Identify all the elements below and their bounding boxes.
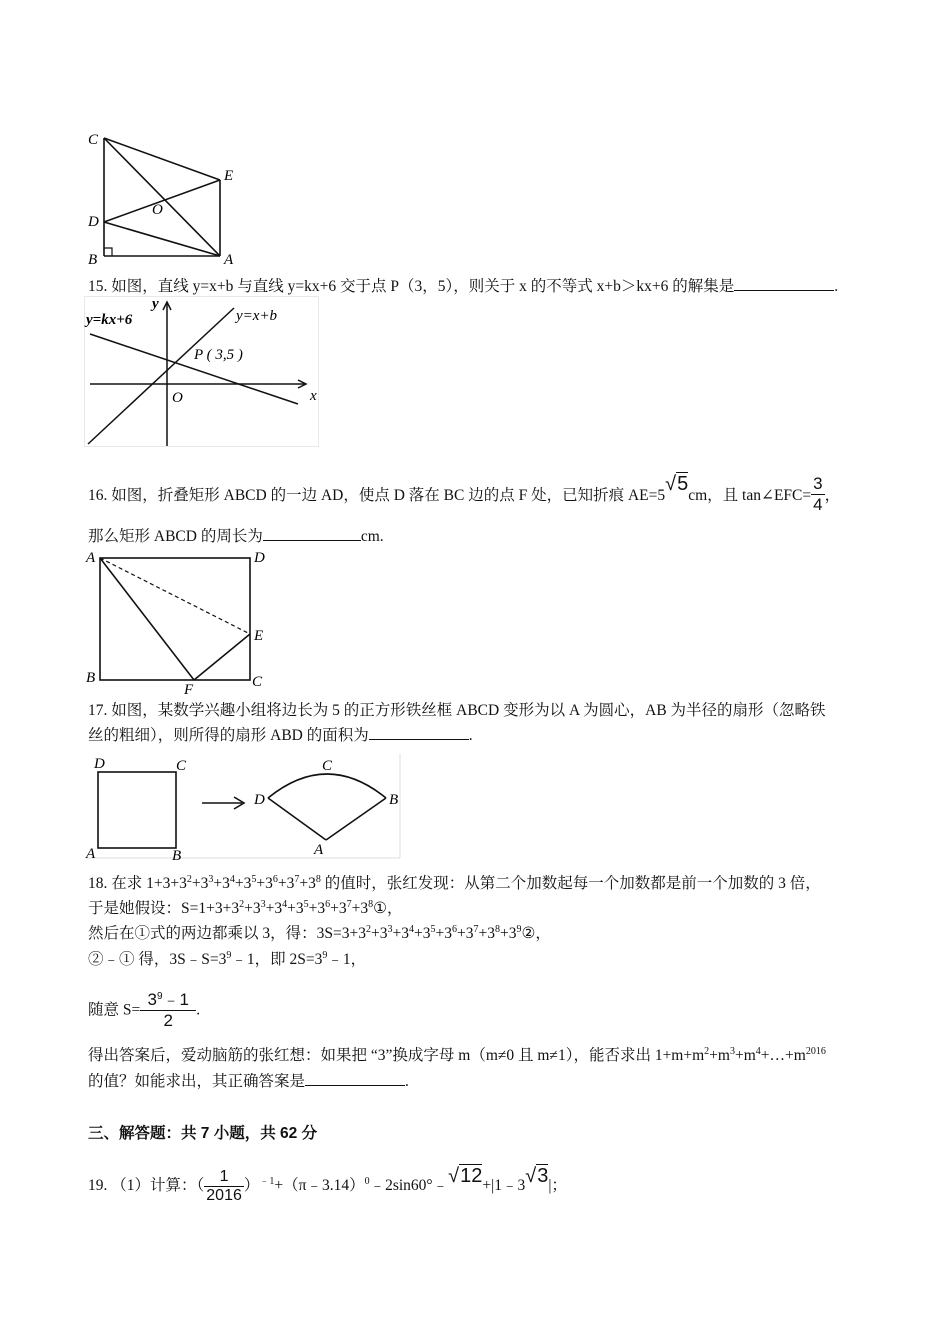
section-3-title: 三、解答题：共 7 小题，共 62 分 — [88, 1125, 318, 1142]
label-D: D — [94, 756, 105, 772]
fraction-s: $\frac{3^9﹣1}{2}$ — [140, 990, 196, 1031]
question-17-line2: 丝的粗细），则所得的扇形 ABD 的面积为 . — [88, 727, 473, 744]
label-C-sector: C — [322, 758, 333, 774]
figure-q17 — [84, 752, 404, 862]
label-A: A — [86, 550, 96, 566]
q16-answer-blank[interactable] — [263, 526, 361, 541]
q18-answer-blank[interactable] — [305, 1071, 405, 1086]
label-point-P: P ( 3,5 ) — [194, 347, 243, 363]
label-A-sector: A — [314, 842, 324, 858]
question-18-line4: ②﹣① 得，$3S﹣S=3^9﹣1$，即 $2S=3^9﹣1$， — [88, 950, 367, 968]
question-18-line3: 然后在①式的两边都乘以 3，得：$3S=3+3^2+3^3+3^4+3^5+3^6+3^7+3^8+3^9②$， — [88, 924, 551, 942]
label-B: B — [172, 848, 182, 862]
label-D: D — [88, 214, 99, 230]
label-x-axis: x — [310, 388, 317, 404]
q15-text: 15. 如图，直线 y=x+b 与直线 y=kx+6 交于点 P（3，5），则关于 x 的不等式 x+b＞kx+6 的解集是 — [88, 278, 735, 295]
label-C: C — [252, 674, 263, 690]
label-F: F — [184, 682, 194, 696]
sqrt-12: √12 — [448, 1165, 483, 1187]
question-18-line7: 的值？如能求出，其正确答案是 . — [88, 1073, 409, 1090]
label-E: E — [224, 168, 234, 184]
sqrt-3: √3 — [525, 1165, 549, 1187]
label-C: C — [88, 132, 99, 148]
figure-q15 — [84, 296, 324, 448]
label-y-kx-6: y=kx+6 — [86, 312, 133, 328]
label-origin: O — [172, 390, 183, 406]
figure-q16 — [84, 546, 270, 696]
label-B-sector: B — [389, 792, 399, 808]
figure-q14 — [84, 128, 254, 268]
question-18-line5: 随意 S= $\frac{3^9﹣1}{2}$ . — [88, 990, 201, 1030]
question-19: 19. （1）计算：（ $\frac{1}{2016}$ ）$^{﹣1}$+（π﹣3.14）$^0$﹣2sin60°﹣√12+|1﹣3√3|； — [88, 1165, 567, 1204]
question-15: 15. 如图，直线 y=x+b 与直线 y=kx+6 交于点 P（3，5），则关于 x 的不等式 x+b＞kx+6 的解集是 . — [88, 278, 839, 295]
label-y-axis: y — [152, 296, 159, 312]
label-A: A — [224, 252, 234, 268]
label-O: O — [152, 202, 163, 218]
label-y-x-b: y=x+b — [236, 308, 278, 324]
label-E: E — [254, 628, 264, 644]
label-D-sector: D — [254, 792, 265, 808]
fraction-1-2016: $\frac{1}{2016}$ — [206, 1167, 242, 1204]
fraction-3-4: $\frac{3}{4}$ — [813, 474, 823, 514]
q17-answer-blank[interactable] — [369, 725, 469, 740]
label-B: B — [86, 670, 96, 686]
label-B: B — [88, 252, 98, 268]
question-17-line1: 17. 如图，某数学兴趣小组将边长为 5 的正方形铁丝框 ABCD 变形为以 A 为圆心，AB 为半径的扇形（忽略铁 — [88, 702, 826, 719]
label-D: D — [254, 550, 265, 566]
question-18-line6: 得出答案后，爱动脑筋的张红想：如果把 “3”换成字母 m（m≠0 且 m≠1），能否求出 $1+m+m^2+m^3+m^4+\dots+m^{2016}$ — [88, 1046, 826, 1064]
label-A: A — [86, 846, 96, 862]
label-C: C — [176, 758, 187, 774]
sqrt-5: √5 — [665, 473, 689, 496]
question-18-line1: 18. 在求 $1+3+3^2+3^3+3^4+3^5+3^6+3^7+3^8$ 的值时，张红发现：从第二个加数起每一个加数都是前一个加数的 3 倍， — [88, 874, 821, 892]
q15-answer-blank[interactable] — [734, 276, 834, 291]
question-18-line2: 于是她假设：$S=1+3+3^2+3^3+3^4+3^5+3^6+3^7+3^8①$， — [88, 899, 403, 917]
question-16-line2: 那么矩形 ABCD 的周长为 cm. — [88, 528, 384, 545]
question-16-line1: 16. 如图，折叠矩形 ABCD 的一边 AD，使点 D 落在 BC 边的点 F 处，已知折痕 AE=5√5cm，且 tan∠EFC= $\frac{3}{4}$ ， — [88, 473, 841, 514]
